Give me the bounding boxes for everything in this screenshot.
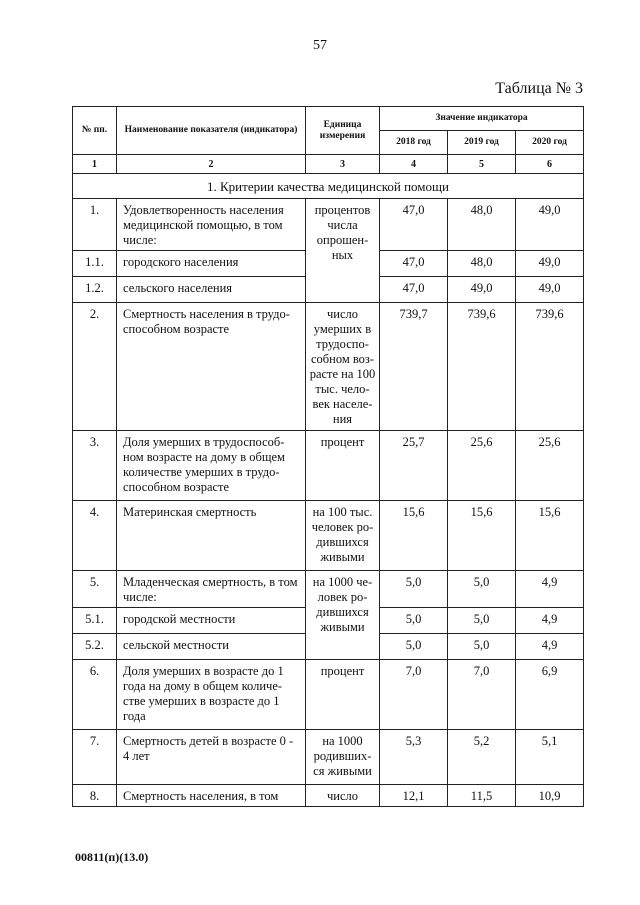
value-2020: 49,0	[516, 251, 584, 277]
row-number: 5.1.	[73, 608, 117, 634]
value-2020: 25,6	[516, 431, 584, 501]
value-2018: 7,0	[380, 660, 448, 730]
header-value: Значение индикатора	[380, 107, 584, 131]
value-2018: 25,7	[380, 431, 448, 501]
header-year: 2018 год	[380, 131, 448, 155]
header-unit: Единица измерения	[306, 107, 380, 155]
table-row	[73, 199, 584, 251]
indicator-name: Смертность населения в трудо-способном возрасте	[117, 303, 306, 431]
value-2020: 6,9	[516, 660, 584, 730]
indicator-name: Удовлетворенность населения медицинской помощью, в том числе:	[117, 199, 306, 251]
value-2020: 4,9	[516, 608, 584, 634]
indicator-name: Доля умерших в возрасте до 1 года на дому в общем количе-стве умерших в возрасте до 1 года	[117, 660, 306, 730]
row-number: 6.	[73, 660, 117, 730]
section-title: 1. Критерии качества медицинской помощи	[73, 174, 584, 199]
value-2019: 48,0	[448, 199, 516, 251]
unit-cell: процент	[306, 660, 380, 730]
row-number: 2.	[73, 303, 117, 431]
unit-cell: число умерших в трудоспо-собном воз-расте на 100 тыс. чело-век населе-ния	[306, 303, 380, 431]
row-number: 3.	[73, 431, 117, 501]
value-2019: 11,5	[448, 785, 516, 807]
value-2019: 7,0	[448, 660, 516, 730]
table-row	[73, 785, 584, 807]
value-2020: 10,9	[516, 785, 584, 807]
unit-cell: процентов числа опрошен-ных	[306, 199, 380, 303]
value-2020: 4,9	[516, 634, 584, 660]
value-2018: 47,0	[380, 277, 448, 303]
indicator-name: сельской местности	[117, 634, 306, 660]
unit-cell: число	[306, 785, 380, 807]
value-2020: 49,0	[516, 277, 584, 303]
header-name: Наименование показателя (индикатора)	[117, 107, 306, 155]
value-2020: 5,1	[516, 730, 584, 785]
table-row	[73, 660, 584, 730]
value-2020: 49,0	[516, 199, 584, 251]
row-number: 1.1.	[73, 251, 117, 277]
indicator-name: Смертность населения, в том	[117, 785, 306, 807]
value-2019: 25,6	[448, 431, 516, 501]
value-2018: 5,0	[380, 608, 448, 634]
value-2019: 5,0	[448, 634, 516, 660]
table-title: Таблица № 3	[495, 80, 583, 97]
value-2018: 5,0	[380, 634, 448, 660]
value-2020: 739,6	[516, 303, 584, 431]
column-number: 1	[73, 155, 117, 174]
column-number: 5	[448, 155, 516, 174]
row-number: 4.	[73, 501, 117, 571]
value-2019: 739,6	[448, 303, 516, 431]
table-row	[73, 431, 584, 501]
value-2020: 15,6	[516, 501, 584, 571]
column-number: 3	[306, 155, 380, 174]
value-2018: 47,0	[380, 251, 448, 277]
indicator-name: Материнская смертность	[117, 501, 306, 571]
value-2018: 5,3	[380, 730, 448, 785]
indicator-name: Смертность детей в возрасте 0 - 4 лет	[117, 730, 306, 785]
row-number: 5.2.	[73, 634, 117, 660]
table-row	[73, 730, 584, 785]
row-number: 5.	[73, 571, 117, 608]
row-number: 8.	[73, 785, 117, 807]
header-year: 2020 год	[516, 131, 584, 155]
indicator-name: Младенческая смертность, в том числе:	[117, 571, 306, 608]
unit-cell: процент	[306, 431, 380, 501]
value-2019: 48,0	[448, 251, 516, 277]
indicators-table	[72, 106, 584, 807]
value-2019: 5,2	[448, 730, 516, 785]
column-number: 6	[516, 155, 584, 174]
indicator-name: Доля умерших в трудоспособ-ном возрасте на дому в общем количестве умерших в трудо-способном возрасте	[117, 431, 306, 501]
document-code: 00811(п)(13.0)	[75, 850, 149, 864]
value-2019: 5,0	[448, 608, 516, 634]
page-number: 57	[313, 38, 327, 53]
value-2019: 15,6	[448, 501, 516, 571]
indicator-name: городской местности	[117, 608, 306, 634]
row-number: 1.2.	[73, 277, 117, 303]
table-row	[73, 571, 584, 608]
column-number: 2	[117, 155, 306, 174]
table-row	[73, 501, 584, 571]
value-2019: 5,0	[448, 571, 516, 608]
value-2018: 15,6	[380, 501, 448, 571]
column-number: 4	[380, 155, 448, 174]
row-number: 1.	[73, 199, 117, 251]
value-2018: 47,0	[380, 199, 448, 251]
value-2019: 49,0	[448, 277, 516, 303]
header-year: 2019 год	[448, 131, 516, 155]
table-row	[73, 303, 584, 431]
indicator-name: сельского населения	[117, 277, 306, 303]
value-2018: 5,0	[380, 571, 448, 608]
unit-cell: на 1000 родивших-ся живыми	[306, 730, 380, 785]
value-2018: 12,1	[380, 785, 448, 807]
value-2020: 4,9	[516, 571, 584, 608]
unit-cell: на 1000 че-ловек ро-дившихся живыми	[306, 571, 380, 660]
indicator-name: городского населения	[117, 251, 306, 277]
unit-cell: на 100 тыс. человек ро-дившихся живыми	[306, 501, 380, 571]
value-2018: 739,7	[380, 303, 448, 431]
row-number: 7.	[73, 730, 117, 785]
header-no: № пп.	[73, 107, 117, 155]
